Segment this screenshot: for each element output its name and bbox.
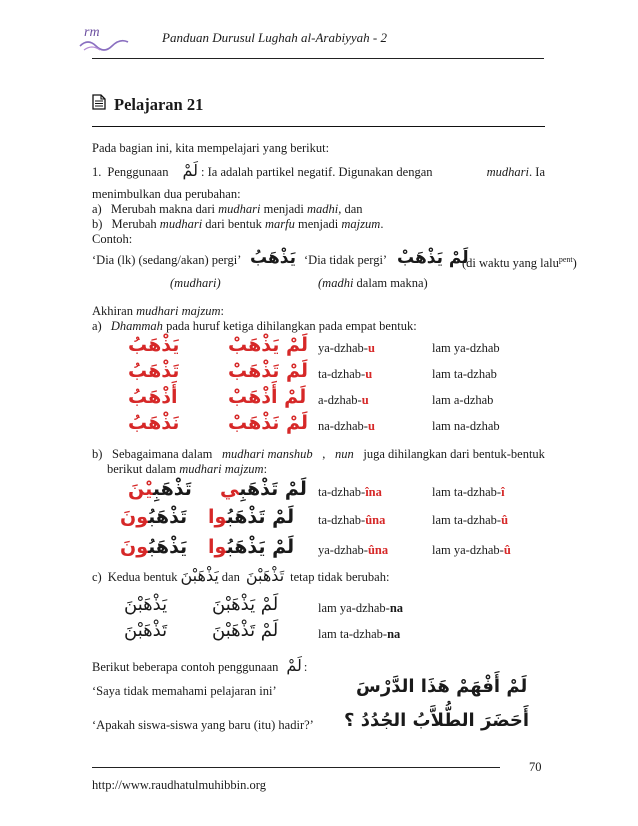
section-text: juga dihilangkan dari bentuk-bentuk [363, 447, 545, 461]
translit-suffix: na [389, 601, 404, 615]
example-translation: Saya tidak memahami pelajaran ini’ [96, 684, 277, 698]
arabic-suffix: ُوا [208, 506, 227, 528]
section-term: mudhari majzum [179, 462, 264, 476]
translit-base: na-dzhab- [318, 419, 368, 433]
point-1 [92, 163, 545, 180]
change-term: mudhari [218, 202, 261, 216]
change-text: Merubah makna dari [110, 202, 215, 216]
transliteration [318, 392, 369, 408]
example-arabic-1: يَذْهَبُ [250, 248, 296, 268]
arabic-plain [128, 478, 192, 500]
change-a [92, 201, 363, 217]
arabic-negated [208, 536, 294, 558]
arabic-suffix: يْنَ [128, 478, 153, 500]
akhiran-post: : [220, 304, 224, 318]
translit-base: a-dzhab- [318, 393, 362, 407]
translit-suffix: u [367, 341, 375, 355]
section-term: mudhari manshub [221, 447, 313, 461]
section-label: b) [92, 447, 103, 461]
example-left: ‘Dia (lk) (sedang/akan) pergi’ [92, 253, 242, 267]
negated-transliteration [432, 484, 505, 500]
negated-transliteration: lam ta-dzhab [432, 367, 497, 381]
translit-suffix: î [501, 485, 505, 499]
examples-heading [92, 658, 307, 675]
section-term: nun [335, 447, 354, 461]
arabic-negated: لَمْ نَذْهَبْ [228, 412, 309, 434]
translit-suffix: û [503, 543, 511, 557]
negated-transliteration [432, 542, 511, 558]
arabic-suffix: ي [220, 478, 240, 500]
transliteration [318, 418, 375, 434]
transliteration [318, 542, 388, 558]
change-text: menjadi [298, 217, 339, 231]
change-text: , dan [338, 202, 363, 216]
book-title: Panduan Durusul Lughah al-Arabiyyah - 2 [162, 30, 387, 45]
akhiran-pre: Akhiran [92, 304, 133, 318]
change-text: . [380, 217, 384, 231]
example-arabic-2: لَمْ يَذْهَبْ [397, 248, 469, 268]
arabic-negated: لَمْ يَذْهَبْ [228, 334, 309, 356]
translit-base: ya-dzhab- [318, 543, 368, 557]
translit-suffix: na [387, 627, 401, 641]
arabic-negated: لَمْ يَذْهَبْنَ [212, 594, 279, 615]
arabic-base: لَمْ تَذْهَبِ [239, 478, 307, 500]
example-close: ) [572, 256, 577, 271]
translit-base: lam ta-dzhab- [432, 485, 502, 499]
change-label: a) [92, 202, 102, 216]
arabic-lam: لَمْ [182, 161, 199, 180]
translit-base: ta-dzhab- [318, 367, 366, 381]
change-text: dari bentuk [205, 217, 262, 231]
publisher-logo [78, 22, 130, 54]
change-term: mudhari [159, 217, 203, 231]
intro-text: Pada bagian ini, kita mempelajari yang berikut: [92, 141, 330, 155]
translit-suffix: u [365, 367, 373, 381]
arabic-negated [220, 478, 307, 500]
section-b-line2 [107, 461, 267, 477]
akhiran-heading [92, 303, 224, 319]
caption-mudhari: (mudhari) [170, 276, 221, 290]
arabic-plain: يَذْهَبُ [128, 334, 180, 356]
caption-madhi [318, 275, 428, 291]
examples-heading-text: Berikut beberapa contoh penggunaan [92, 660, 279, 674]
point-pre: Penggunaan [107, 165, 169, 179]
example-sup: pent [558, 255, 573, 264]
arabic-plain: أَذْهَبُ [128, 386, 178, 408]
translit-base: lam ya-dzhab- [432, 543, 504, 557]
arabic-form: تَذْهَبْنَ [245, 566, 285, 585]
footer-divider [92, 767, 500, 768]
arabic-suffix: ُونَ [120, 536, 149, 558]
translit-base: lam ta-dzhab- [432, 513, 502, 527]
negated-transliteration: lam a-dzhab [432, 393, 494, 407]
arabic-plain [120, 536, 187, 558]
negated-transliteration: lam ya-dzhab [432, 341, 500, 355]
example-arabic-1: لَمْ أَفْهَمْ هَذَا الدَّرْسَ [356, 676, 528, 697]
examples-heading-colon: : [303, 660, 308, 674]
document-icon [92, 94, 106, 115]
page-number: 70 [529, 760, 542, 774]
transliteration [318, 340, 375, 356]
quote-open: ‘ [92, 718, 97, 732]
arabic-plain: يَذْهَبْنَ [124, 594, 168, 615]
translit-suffix: u [367, 419, 375, 433]
arabic-base: لَمْ يَذْهَب [226, 536, 295, 558]
translit-suffix: îna [365, 485, 382, 499]
section-text: Sebagaimana dalam [112, 447, 213, 461]
lesson-heading [92, 94, 203, 115]
arabic-base: يَذْهَب [148, 536, 188, 558]
translit-base: lam ya-dzhab- [318, 601, 390, 615]
point-1-line2: menimbulkan dua perubahan: [92, 187, 241, 201]
negated-transliteration: lam na-dzhab [432, 419, 500, 433]
arabic-suffix: ُوا [208, 536, 227, 558]
change-b [92, 216, 383, 232]
caption-madhi-term: (madhi [318, 276, 354, 290]
arabic-plain [120, 506, 187, 528]
header-divider [92, 58, 544, 59]
arabic-negated: لَمْ تَذْهَبْ [228, 360, 309, 382]
section-sep: , [322, 447, 326, 461]
point-description: : Ia adalah partikel negatif. Digunakan dengan [201, 165, 433, 179]
section-text: : [263, 462, 268, 476]
negated-transliteration [318, 626, 400, 642]
arabic-negated: لَمْ أَذْهَبْ [228, 386, 307, 408]
section-label: c) [92, 570, 102, 584]
change-term: marfu [265, 217, 295, 231]
negated-transliteration [318, 600, 403, 616]
caption-madhi-text: dalam makna) [356, 276, 428, 290]
translit-suffix: ûna [365, 513, 386, 527]
contoh-label: Contoh: [92, 232, 133, 246]
example-mid: ‘Dia tidak pergi’ [304, 253, 388, 267]
translit-suffix: ûna [367, 543, 389, 557]
transliteration [318, 512, 385, 528]
change-label: b) [92, 217, 103, 231]
quote-open: ‘ [92, 684, 97, 698]
lesson-title: Pelajaran 21 [114, 94, 204, 114]
svg-text:rm: rm [84, 25, 100, 40]
point-tail: . Ia [529, 165, 545, 179]
example-sentence-2 [92, 717, 314, 733]
example-right [462, 252, 577, 271]
arabic-negated [208, 506, 294, 528]
section-text: dan [221, 570, 240, 584]
arabic-plain: نَذْهَبُ [128, 412, 180, 434]
arabic-plain: تَذْهَبْنَ [124, 620, 168, 641]
arabic-suffix: ُونَ [120, 506, 149, 528]
section-text: berikut dalam [107, 462, 177, 476]
example-translation: Apakah siswa-siswa yang baru (itu) hadir?’ [96, 718, 314, 732]
akhiran-term: mudhari majzum [136, 304, 221, 318]
section-a-heading [92, 318, 417, 334]
arabic-plain: تَذْهَبُ [128, 360, 180, 382]
translit-base: ta-dzhab- [318, 485, 366, 499]
arabic-lam: لَمْ [286, 656, 302, 675]
section-term: Dhammah [110, 319, 163, 333]
negated-transliteration [432, 512, 508, 528]
translit-base: ta-dzhab- [318, 513, 366, 527]
change-term: majzum [341, 217, 381, 231]
arabic-form: يَذْهَبْنَ [180, 566, 219, 585]
section-b-line1 [92, 446, 545, 462]
example-right-text: (di waktu yang lalu [462, 256, 559, 271]
example-sentence-1 [92, 683, 277, 699]
arabic-base: تَذْهَب [148, 506, 188, 528]
change-text: Merubah [111, 217, 157, 231]
translit-base: ya-dzhab- [318, 341, 368, 355]
change-term: madhi [307, 202, 339, 216]
point-number: 1. [92, 165, 102, 179]
term-mudhari: mudhari [486, 165, 530, 179]
transliteration [318, 484, 382, 500]
arabic-base: تَذْهَبِ [152, 478, 192, 500]
section-c-heading [92, 568, 389, 585]
section-label: a) [92, 319, 102, 333]
example-arabic-2: أَحَضَرَ الطُّلاَّبُ الجُدُدُ ؟ [344, 710, 530, 731]
section-text: Kedua bentuk [107, 570, 178, 584]
arabic-negated: لَمْ تَذْهَبْنَ [212, 620, 279, 641]
translit-suffix: u [361, 393, 369, 407]
section-text: tetap tidak berubah: [290, 570, 390, 584]
footer-url[interactable]: http://www.raudhatulmuhibbin.org [92, 778, 266, 792]
section-text: pada huruf ketiga dihilangkan pada empat bentuk: [166, 319, 417, 333]
arabic-base: لَمْ تَذْهَب [226, 506, 295, 528]
change-text: menjadi [263, 202, 304, 216]
translit-suffix: û [501, 513, 509, 527]
transliteration [318, 366, 372, 382]
translit-base: lam ta-dzhab- [318, 627, 388, 641]
title-divider [92, 126, 545, 127]
